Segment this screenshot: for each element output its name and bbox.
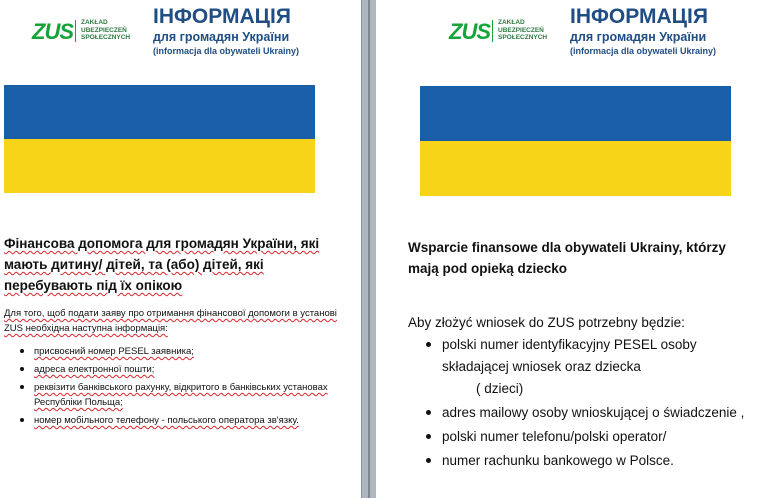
header-title: ІНФОРМАЦІЯ	[570, 5, 708, 28]
list-item: polski numer identyfikacyjny PESEL osoby składającej wniosek oraz dziecka ( dzieci)	[376, 334, 756, 400]
list-item: numer rachunku bankowego w Polsce.	[376, 450, 756, 472]
header-subtitle-polish: (informacja dla obywateli Ukrainy)	[570, 46, 717, 56]
document-page-polish	[376, 0, 768, 498]
logo-divider	[75, 20, 76, 42]
requirements-list	[0, 344, 352, 431]
list-item: polski numer telefonu/polski operator/	[376, 426, 756, 448]
list-item: номер мобільного телефону - польського оператора зв'язку.	[0, 413, 352, 428]
requirements-list	[376, 334, 756, 472]
list-item: адреса електронної пошти;	[0, 362, 352, 377]
logo-divider	[492, 20, 493, 42]
list-item: adres mailowy osoby wnioskującej o świadczenie ,	[376, 402, 756, 424]
zus-logo-text: ZAKŁAD UBEZPIECZEŃ SPOŁECZNYCH	[81, 19, 131, 41]
zus-logo-text: ZAKŁAD UBEZPIECZEŃ SPOŁECZNYCH	[498, 19, 548, 41]
zus-logo-mark: ZUS	[449, 19, 490, 44]
header-subtitle: для громадян України	[153, 30, 290, 44]
ukraine-flag	[420, 86, 731, 196]
list-item: присвоєний номер PESEL заявника;	[0, 344, 352, 359]
flag-blue-stripe	[4, 85, 315, 139]
zus-logo-mark: ZUS	[32, 19, 73, 44]
list-item: реквізити банківського рахунку, відкритого в банківських установах Республіки Польща;	[0, 380, 352, 410]
section-heading: Фінансова допомога для громадян України, які мають дитину/ дітей, та (або) дітей, які перебувають під їх опікою	[4, 236, 320, 293]
ukraine-flag	[4, 85, 315, 193]
page-gutter	[361, 0, 376, 498]
flag-yellow-stripe	[4, 139, 315, 193]
flag-yellow-stripe	[420, 141, 731, 196]
page-header	[32, 5, 352, 60]
header-subtitle-polish: (informacja dla obywateli Ukrainy)	[153, 46, 300, 56]
intro-paragraph: Для того, щоб подати заяву про отримання фінансової допомоги в установі ZUS необхідна наступна інформація:	[4, 308, 337, 334]
intro-paragraph: Aby złożyć wniosek do ZUS potrzebny będzie:	[408, 315, 685, 330]
page-header	[449, 5, 759, 60]
header-title: ІНФОРМАЦІЯ	[153, 5, 291, 28]
document-page-ukrainian	[0, 0, 361, 498]
header-subtitle: для громадян України	[570, 30, 707, 44]
flag-blue-stripe	[420, 86, 731, 141]
section-heading: Wsparcie finansowe dla obywateli Ukrainy, którzy mają pod opieką dziecko	[408, 240, 726, 276]
